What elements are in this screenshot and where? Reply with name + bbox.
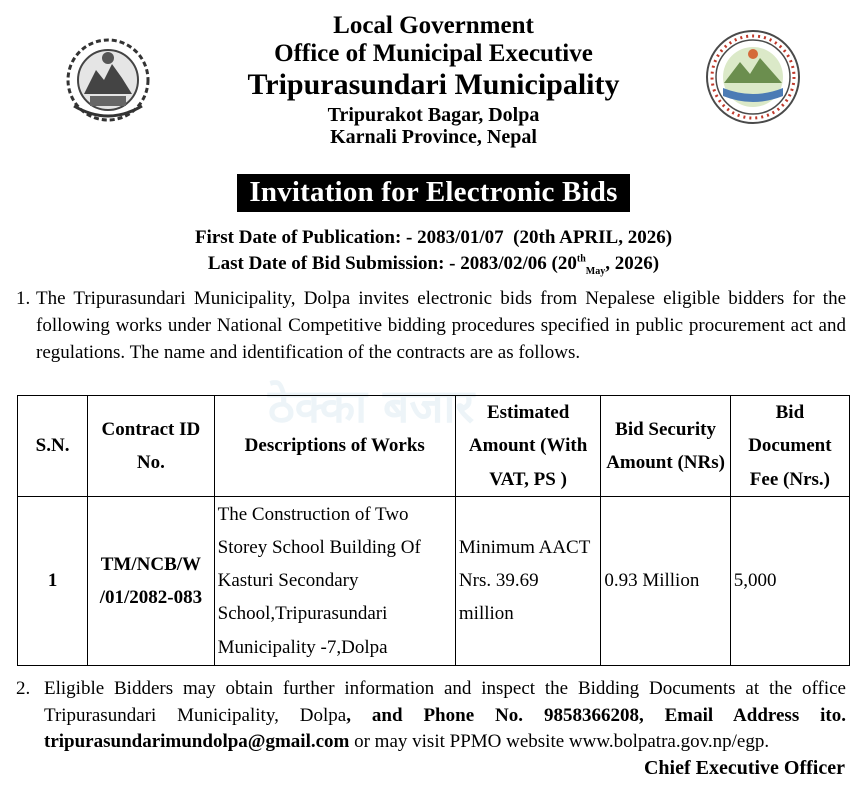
paragraph-2-text: Eligible Bidders may obtain further information and inspect the Bidding Documents at the office Tripurasundari Municipality, Dolpa, and Phone No. 9858366208, Email Address ito. tripurasundarimundolpa@gmail.com or may visit PPMO website www.bolpatra.gov.np/egp.: [44, 678, 847, 753]
cell-description: The Construction of Two Storey School Building Of Kasturi Secondary School,Tripurasundari Municipality -7,Dolpa: [214, 496, 455, 665]
contact-phone-email: Phone No. 9858366208, Email Address ito. tripurasundarimundolpa@gmail.com: [44, 704, 847, 753]
col-contract-id: Contract ID No.: [88, 396, 214, 497]
table-header-row: [18, 396, 850, 497]
bids-table: [17, 395, 850, 666]
col-document-fee: Bid Document Fee (Nrs.): [730, 396, 849, 497]
cell-contract-id: TM/NCB/W /01/2082-083: [88, 496, 214, 665]
letterhead: [0, 12, 867, 148]
last-submission-date: Last Date of Bid Submission: - 2083/02/06 ($20th_{May}$, 2026): [207, 252, 660, 277]
col-description: Descriptions of Works: [214, 396, 455, 497]
header-local-government: Local Government: [333, 12, 534, 39]
col-estimate: Estimated Amount (With VAT, PS ): [455, 396, 600, 497]
paragraph-2: [16, 676, 846, 756]
header-office: Office of Municipal Executive: [274, 40, 593, 67]
header-province: Karnali Province, Nepal: [330, 125, 537, 148]
col-bid-security: Bid Security Amount (NRs): [601, 396, 730, 497]
cell-bid-security: 0.93 Million: [601, 496, 730, 665]
watermark: ठेक्का बजार: [268, 379, 475, 433]
notice-banner: [0, 174, 867, 212]
header-address: Tripurakot Bagar, Dolpa: [327, 103, 540, 126]
paragraph-1: [16, 285, 846, 366]
cell-document-fee: 5,000: [730, 496, 849, 665]
cell-sn: 1: [18, 496, 88, 665]
paragraph-2-number: 2.: [16, 678, 31, 699]
col-sn: S.N.: [18, 396, 88, 497]
ppmo-website: or may visit PPMO website www.bolpatra.gov.np/egp.: [349, 731, 770, 753]
publication-dates: [0, 225, 867, 278]
paragraph-1-text: The Tripurasundari Municipality, Dolpa invites electronic bids from Nepalese eligible bidders for the following works under National Competitive bidding procedures specified in public procurement act and regulations. The name and identification of the contracts are as follows.: [36, 288, 846, 364]
notice-title: Invitation for Electronic Bids: [237, 174, 629, 212]
first-publication-date: First Date of Publication: - 2083/01/07 (20th APRIL, 2026): [194, 227, 673, 248]
cell-estimate: Minimum AACT Nrs. 39.69 million: [455, 496, 600, 665]
header-municipality: Tripurasundari Municipality: [247, 68, 620, 101]
paragraph-1-number: 1.: [16, 288, 31, 309]
signature-title: Chief Executive Officer: [643, 757, 845, 779]
table-row: [18, 496, 850, 665]
